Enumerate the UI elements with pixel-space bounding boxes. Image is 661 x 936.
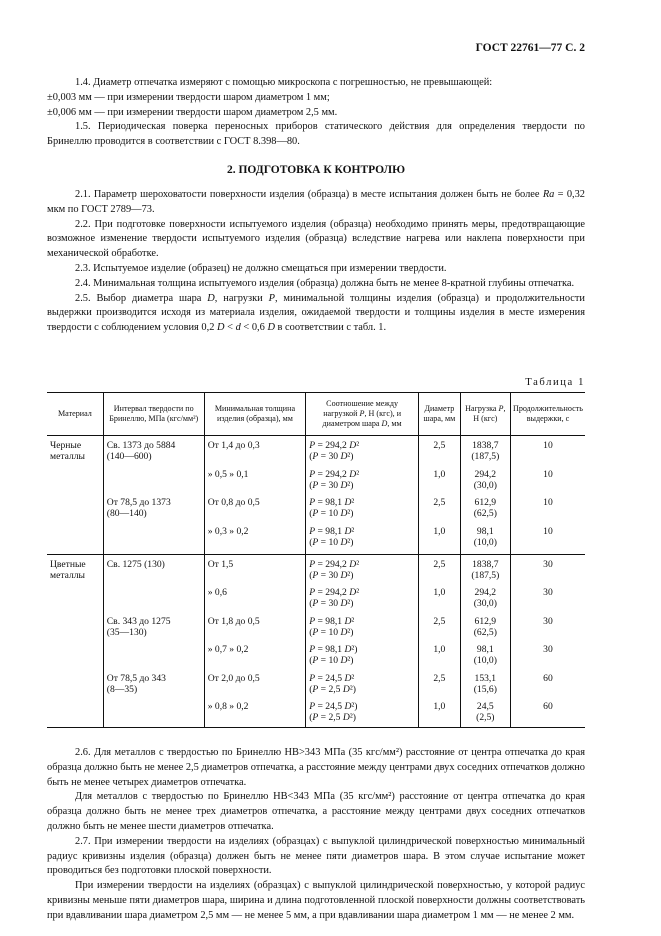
cell-line: 294,2 [474,587,497,598]
cell-line [107,480,201,491]
cell-ratio [306,554,419,728]
cell-line: » 0,3 » 0,2 [207,525,249,537]
cell-line: 2,5 [433,558,446,570]
table-row [47,436,585,555]
cell-line: 1,0 [433,644,446,655]
cell-line: От 1,4 до 0,3 [207,440,260,451]
cell-line [422,627,457,638]
paragraph-2-6-continued: Для металлов с твердостью по Бринеллю НВ<343 МПа (35 кгс/мм²) расстояние от центра отпечатка до края образца должно быть не менее трех диаметров отпечатка, а расстояние между центрами двух соседних отпечатков должно быть не менее шести диаметров отпечатка. [47,791,585,832]
cell-line [514,627,582,638]
section-2-body [47,188,585,336]
cell-hardness [103,554,204,728]
cell-line [208,655,302,666]
cell-line: От 2,0 до 0,5 [207,672,260,684]
cell-line: 2,5 [433,672,446,684]
cell-line: 60 [543,701,553,712]
cell-line: 2,5 [433,615,446,627]
cell-line [422,712,457,723]
cell-line: 1,0 [433,525,446,537]
cell-line: 1,0 [433,587,446,598]
cell-line [514,480,582,491]
cell-line: » 0,8 » 0,2 [207,701,249,712]
cell-line: » 0,6 [207,587,227,598]
cell-line: (P = 10 D²) [309,655,354,666]
cell-line: (P = 30 D²) [309,479,354,491]
cell-line: 30 [543,615,553,627]
cell-line [107,570,201,581]
cell-line [514,655,582,666]
cell-line [422,451,457,462]
cell-line [514,451,582,462]
cell-line: (35—130) [106,626,147,638]
cell-line: (80—140) [106,508,147,519]
cell-line: P = 294,2 D² [309,587,360,598]
cell-line [107,712,201,723]
table-row [47,554,585,728]
cell-line: От 1,8 до 0,5 [207,615,260,627]
cell-line: (62,5) [473,508,497,519]
cell-line: (140—600) [106,451,152,462]
cell-line: 1838,7 [472,558,499,570]
cell-line: 294,2 [474,468,497,480]
cell-line: (10,0) [473,655,497,666]
cell-line [514,508,582,519]
cell-line: (15,6) [473,683,497,695]
cell-line: (P = 2,5 D²) [309,712,356,723]
cell-line: От 1,5 [207,558,234,570]
cell-line [208,712,302,723]
cell-line [514,598,582,609]
cell-line: 10 [543,468,553,480]
cell-line [422,655,457,666]
hardness-table [47,392,585,728]
cell-line: 30 [543,644,553,655]
cell-load [460,554,510,728]
cell-line: (62,5) [473,626,497,638]
text-after-table [47,746,585,924]
cell-line [422,598,457,609]
cell-line: 24,5 [476,701,494,712]
cell-line [208,480,302,491]
cell-line: 612,9 [474,615,497,627]
header-load: Нагрузка P, Н (кгс) [460,393,510,436]
cell-line [422,508,457,519]
cell-line: От 0,8 до 0,5 [207,497,260,508]
cell-line: (30,0) [473,479,497,491]
cell-line: P = 98,1 D² [309,525,355,537]
cell-line: » 0,7 » 0,2 [207,644,249,655]
cell-line: (P = 30 D²) [309,451,354,462]
cell-line [107,655,201,666]
cell-line [208,684,302,695]
cell-line: P = 294,2 D² [309,440,360,451]
header-hardness: Интервал твердости по Бринеллю, МПа (кгс/мм²) [103,393,204,436]
cell-line [107,526,201,537]
cell-line [208,451,302,462]
cell-line: (P = 30 D²) [309,598,354,609]
cell-line [422,684,457,695]
cell-line: » 0,5 » 0,1 [207,468,249,480]
cell-line: P = 294,2 D² [309,468,360,480]
para-1-4-line1: 1.4. Диаметр отпечатка измеряют с помощью микроскопа с погрешностью, не превышающей: [75,77,493,88]
cell-line [514,712,582,723]
header-diameter: Диаметр шара, мм [419,393,461,436]
cell-line [208,537,302,548]
cell-duration [510,554,585,728]
paragraph-2-6: 2.6. Для металлов с твердостью по Бринеллю НВ>343 МПа (35 кгс/мм²) расстояние от центра отпечатка до края образца должно быть не менее 2,5 диаметров отпечатка, а расстояние между центрами двух соседних отпечатков должно быть не менее четырех диаметров отпечатка. [47,747,585,788]
cell-line: Св. 1373 до 5884 [106,440,176,451]
para-1-4-line2: ±0,003 мм — при измерении твердости шаром диаметром 1 мм; [47,91,330,103]
cell-thickness [204,436,305,555]
cell-line [107,701,201,712]
cell-material: Черные металлы [50,440,86,462]
cell-line: (187,5) [471,569,500,581]
para-1-4-line3: ±0,006 мм — при измерении твердости шаром диаметром 2,5 мм. [47,106,338,118]
cell-line: 10 [543,440,553,451]
cell-line: (10,0) [473,536,497,548]
cell-line: P = 24,5 D² [309,672,355,684]
paragraph-2-3: 2.3. Испытуемое изделие (образец) не должно смещаться при измерении твердости. [75,262,447,274]
paragraph-2-1: 2.1. Параметр шероховатости поверхности изделия (образца) в месте испытания должен быть не более Ra = 0,32 мкм по ГОСТ 2789—73. [47,189,585,215]
cell-line: (30,0) [473,598,497,609]
cell-line: 30 [543,587,553,598]
cell-line: (P = 10 D²) [309,626,354,638]
cell-line [422,570,457,581]
header-duration: Продолжительность выдержки, с [510,393,585,436]
paragraph-2-5: 2.5. Выбор диаметра шара D, нагрузки P, минимальной толщины изделия (образца) и продолжительности выдержки производится исходя из материала изделия, ожидаемой твердости и толщины изделия в месте измерения твердости с соблюдением условия 0,2 D < d < 0,6 D в соответствии с табл. 1. [47,292,585,334]
paragraph-2-7: 2.7. При измерении твердости на изделиях (образцах) с выпуклой цилиндрической поверхностью минимальный радиус кривизны изделия (образца) должен быть не менее пяти диаметров шара. В этом случае испытание может проводиться без подготовки плоской поверхности. [47,835,585,877]
cell-line [514,684,582,695]
cell-line [208,627,302,638]
cell-line: (8—35) [106,683,138,695]
cell-line [208,508,302,519]
paragraph-2-7-continued: При измерении твердости на изделиях (образцах) с выпуклой цилиндрической поверхностью, у которой радиус кривизны меньше пяти диаметров шара, ширина и длина подготовленной плоской поверхности должны соответствовать при вдавливании шара диаметром 2,5 мм — не менее 5 мм, а при вдавливании шара диаметром 1 мм — не менее 2 мм. [47,880,585,921]
cell-line: 98,1 [476,644,494,655]
cell-line: (P = 2,5 D²) [309,683,356,695]
cell-line [107,598,201,609]
cell-line: 60 [543,672,553,684]
cell-line: P = 24,5 D²) [309,701,358,712]
cell-load [460,436,510,555]
cell-line: (187,5) [471,451,500,462]
cell-line: Св. 1275 (130) [106,558,165,570]
cell-line [208,570,302,581]
cell-duration [510,436,585,555]
cell-line: 30 [543,558,553,570]
table-caption: Таблица 1 [525,377,585,388]
cell-line: (P = 30 D²) [309,569,354,581]
cell-line: (P = 10 D²) [309,536,354,548]
cell-material: Цветные металлы [47,554,103,728]
cell-line [107,469,201,480]
cell-line: 2,5 [433,497,446,508]
page-header: ГОСТ 22761—77 С. 2 [475,42,585,54]
cell-line [514,570,582,581]
cell-line: 2,5 [433,440,446,451]
section-2-title: 2. ПОДГОТОВКА К КОНТРОЛЮ [226,164,406,176]
cell-line: 10 [543,525,553,537]
cell-line: От 78,5 до 343 [106,672,166,684]
paragraph-2-4: 2.4. Минимальная толщина испытуемого изделия (образца) должна быть не менее 8-кратной глубины отпечатка. [75,277,575,289]
cell-line [422,537,457,548]
cell-line: P = 98,1 D² [309,497,355,508]
cell-line: 1838,7 [472,440,499,451]
cell-diameter [419,436,461,555]
cell-line: От 78,5 до 1373 [106,497,171,508]
cell-diameter [419,554,461,728]
cell-line: 98,1 [476,525,494,537]
header-thickness: Минимальная толщина изделия (образца), мм [204,393,305,436]
cell-line [107,587,201,598]
header-material: Материал [47,393,103,436]
cell-line [208,598,302,609]
cell-line: P = 98,1 D² [309,615,355,627]
paragraph-2-2: 2.2. При подготовке поверхности испытуемого изделия (образца) необходимо принять меры, предотвращающие возможное изменение твердости испытуемого изделия (образца) вследствие нагрева или наклепа поверхности при механической обработке. [47,218,585,260]
cell-line [107,537,201,548]
cell-line: 10 [543,497,553,508]
header-ratio: Соотношение между нагрузкой P, Н (кгс), и диаметром шара D, мм [306,393,419,436]
cell-line: (P = 10 D²) [309,508,354,519]
cell-line: P = 98,1 D²) [309,644,358,655]
cell-ratio [306,436,419,555]
cell-line [514,537,582,548]
cell-line [422,480,457,491]
cell-line: 1,0 [433,468,446,480]
table-header-row [47,393,585,436]
cell-hardness [103,436,204,555]
cell-line [107,644,201,655]
cell-line: Св. 343 до 1275 [106,615,171,627]
cell-line: P = 294,2 D² [309,558,360,570]
paragraph-1-5: 1.5. Периодическая поверка переносных приборов статического действия для определения твердости по Бринеллю проводится в соответствии с ГОСТ 8.398—80. [47,121,585,148]
cell-thickness [204,554,305,728]
cell-line: 153,1 [474,672,497,684]
cell-line: 1,0 [433,701,446,712]
cell-line: 612,9 [474,497,497,508]
cell-line: (2,5) [476,712,495,723]
paragraph-1-4 [47,76,585,150]
